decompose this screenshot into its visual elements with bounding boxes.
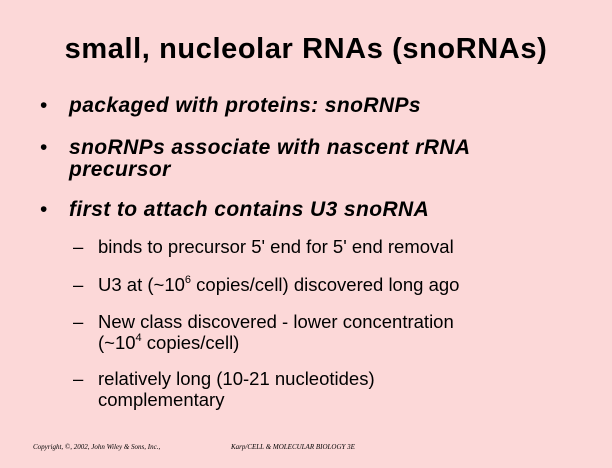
subbullet-item — [73, 236, 454, 257]
bullet-text-continuation: precursor — [69, 158, 171, 181]
subbullet-text-continuation: complementary — [98, 389, 225, 410]
subbullet-text: relatively long (10-21 nucleotides) — [98, 368, 375, 389]
bullet-marker: • — [40, 198, 48, 221]
superscript-exponent: 4 — [135, 332, 142, 344]
bullet-item — [40, 199, 429, 221]
dash-marker: – — [73, 274, 84, 295]
bullet-text: snoRNPs associate with nascent rRNA — [69, 136, 471, 159]
slide-title: small, nucleolar RNAs (snoRNAs) — [64, 33, 548, 65]
superscript-exponent: 6 — [184, 274, 192, 286]
bullet-item — [40, 137, 470, 181]
bullet-marker: • — [40, 136, 48, 159]
text-segment: U3 at (~10 — [98, 274, 185, 295]
subbullet-text-continuation — [98, 332, 454, 353]
subbullet-text — [98, 274, 459, 295]
text-segment: (~10 — [98, 332, 136, 353]
subbullet-text: New class discovered - lower concentration — [98, 311, 454, 332]
dash-marker: – — [73, 236, 84, 257]
dash-marker: – — [73, 311, 84, 332]
bullet-text: first to attach contains U3 snoRNA — [69, 198, 430, 221]
bullet-item — [40, 95, 421, 117]
subbullet-item — [73, 368, 375, 410]
copyright-footer: Copyright, ©, 2002, John Wiley & Sons, Inc., — [33, 443, 161, 451]
text-segment: copies/cell) discovered long ago — [191, 274, 460, 295]
subbullet-item — [73, 311, 454, 353]
subbullet-item — [73, 274, 459, 295]
text-segment: copies/cell) — [141, 332, 240, 353]
bullet-marker: • — [40, 94, 48, 117]
bullet-text: packaged with proteins: snoRNPs — [69, 94, 421, 117]
subbullet-text: binds to precursor 5' end for 5' end removal — [98, 236, 454, 257]
book-footer: Karp/CELL & MOLECULAR BIOLOGY 3E — [231, 443, 355, 451]
dash-marker: – — [73, 368, 84, 389]
